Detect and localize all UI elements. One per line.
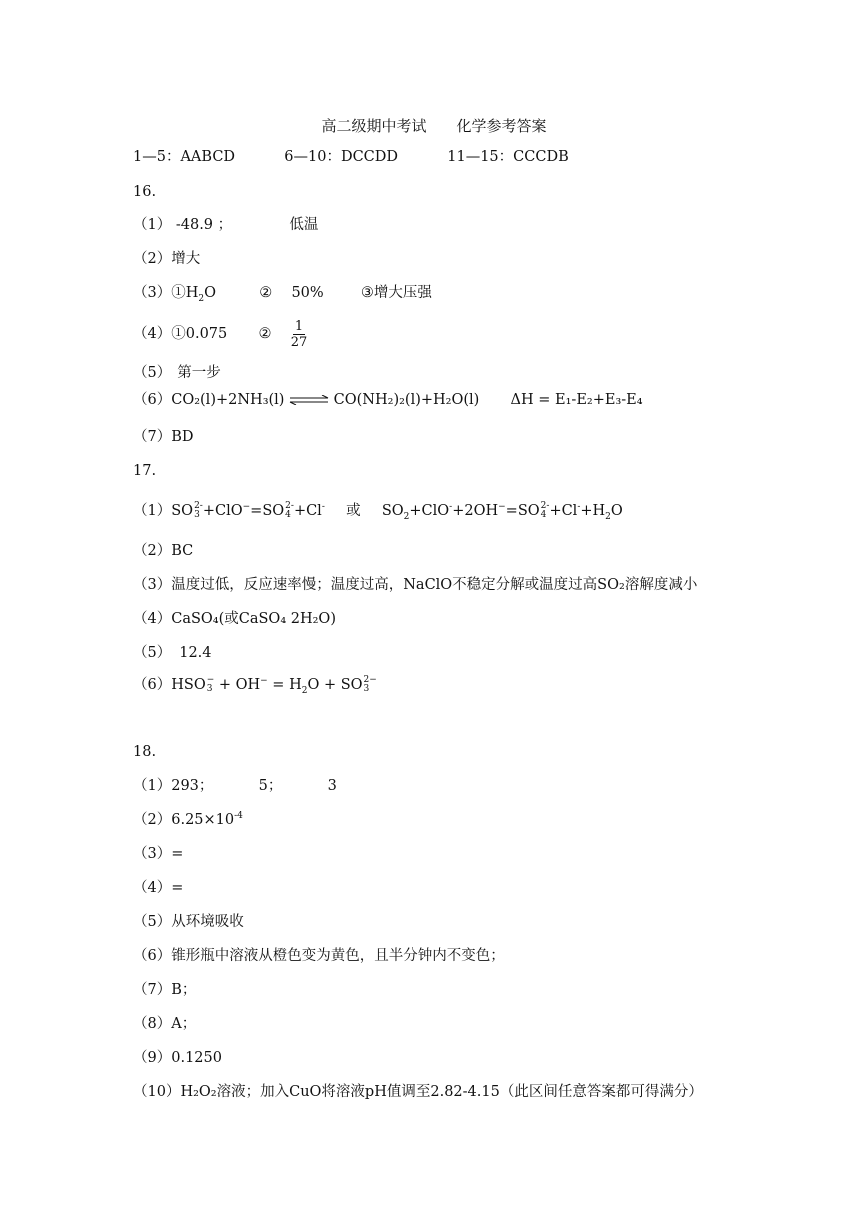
q16-p2-answer: 增大 [171,251,201,267]
q18-p4-answer: = [171,880,184,896]
multiple-choice-answers [133,148,569,166]
part-label: （8） [133,1016,172,1032]
q17-number: 17. [133,463,157,479]
circled-2: ② [259,285,273,301]
q18-number: 18. [133,744,157,760]
exam-title: 高二级期中考试 [321,117,427,135]
part-label: （1） [133,778,172,794]
q17-part3 [133,576,697,594]
part-label: （5） [133,914,172,930]
enthalpy-change: ΔH = E₁-E₂+E₃-E₄ [510,392,643,408]
equation-lhs: CO₂(l)+2NH₃(l) [171,392,285,408]
q17-p4-answer: CaSO₄(或CaSO₄ 2H₂O) [171,611,336,627]
circled-1: ① [171,285,186,301]
page-title [0,115,868,136]
fraction-denominator: 27 [290,334,308,350]
part-label: （3） [133,285,172,301]
answer-key-title: 化学参考答案 [456,117,547,135]
q16-part2 [133,250,200,268]
part-label: （5） [133,365,172,381]
q16-p1-answer-b: 低温 [289,217,319,233]
part-label: （7） [133,982,172,998]
q18-part5 [133,913,244,931]
part-label: （10） [133,1084,181,1100]
part-label: （6） [133,677,172,693]
q18-p9-answer: 0.1250 [171,1050,222,1066]
q16-p1-answer-a: -48.9 ； [175,217,233,233]
mc-range-1: 1—5： [133,149,181,165]
q18-part7 [133,981,196,999]
q18-p6-answer: 锥形瓶中溶液从橙色变为黄色，且半分钟内不变色； [171,948,505,964]
q18-p1-answer-a: 293； [171,778,214,794]
q17-part2 [133,542,193,560]
part-label: （4） [133,880,172,896]
part-label: （2） [133,812,172,828]
q17-p3-answer: 温度过低，反应速率慢；温度过高，NaClO不稳定分解或温度过高SO₂溶解度减小 [171,577,698,593]
q16-part3 [133,284,432,302]
q18-p10-answer: H₂O₂溶液；加入CuO将溶液pH值调至2.82-4.15（此区间任意答案都可得满分） [180,1084,703,1100]
subscript: 2 [198,293,205,304]
mc-answer-2: DCCDD [340,149,399,165]
equation-rhs: CO(NH₂)₂(l)+H₂O(l) [333,392,480,408]
q16-p4-answer-1: ①0.075 [171,326,228,342]
mc-range-3: 11—15： [447,149,514,165]
q18-part4 [133,879,183,897]
part-label: （3） [133,577,172,593]
part-label: （7） [133,429,172,445]
q18-part6 [133,947,505,965]
fraction [291,319,308,350]
h-symbol: H [185,285,199,301]
q16-part1 [133,216,318,234]
q18-p1-answer-b: 5； [258,778,283,794]
q17-part6 [133,674,377,696]
q16-p3-answer-3: 增大压强 [373,285,432,301]
q17-p2-answer: BC [171,543,194,559]
q16-p3-answer-2: 50% [291,285,324,301]
part-label: （9） [133,1050,172,1066]
q16-number: 16. [133,184,157,200]
q17-p5-answer: 12.4 [179,645,212,661]
q16-part4 [133,316,307,352]
circled-2: ② [258,326,272,342]
ionic-equation-2: $SO_2+ClO^-+2OH^-=SO$ 2- 4 $+Cl^-+H_2O$ [381,501,623,522]
mc-range-2: 6—10： [284,149,341,165]
ionic-equation-1: SO 2- 3 +ClO−=SO 2- 4 +Cl- [171,501,325,520]
q18-part8 [133,1015,196,1033]
q17-part4 [133,610,336,628]
part-label: （1） [133,217,172,233]
q18-part2 [133,811,243,829]
q18-part1 [133,777,337,795]
part-label: （4） [133,611,172,627]
equilibrium-arrow-icon [289,395,329,405]
q18-p2-answer: 6.25×10 [171,812,235,828]
q16-part7 [133,428,194,446]
fraction-numerator: 1 [294,318,304,334]
q18-p3-answer: = [171,846,184,862]
q18-part3 [133,845,183,863]
q18-p5-answer: 从环境吸收 [171,914,244,930]
or-word: 或 [346,503,361,519]
part-label: （2） [133,251,172,267]
q18-part9 [133,1049,222,1067]
q16-p5-answer: 第一步 [177,365,221,381]
q18-p8-answer: A； [171,1016,197,1032]
q18-part10 [133,1083,703,1101]
q16-part5 [133,364,221,382]
o-symbol: O [204,285,217,301]
part-label: （1） [133,503,172,519]
exponent: -4 [234,811,243,822]
mc-answer-1: AABCD [180,149,236,165]
part-label: （6） [133,392,172,408]
part-label: （6） [133,948,172,964]
mc-answer-3: CCCDB [513,149,569,165]
q18-p7-answer: B； [171,982,197,998]
q17-part5 [133,644,212,662]
q18-p1-answer-c: 3 [327,778,337,794]
part-label: （5） [133,645,172,661]
part-label: （3） [133,846,172,862]
part-label: （4） [133,326,172,342]
ionic-equation-3: HSO − 3 + $OH^- = H_2O$ + SO 2− 3 [171,675,377,696]
circled-3: ③ [360,285,374,301]
q17-part1 [133,500,623,522]
part-label: （2） [133,543,172,559]
q16-part6 [133,391,643,409]
q16-p7-answer: BD [171,429,194,445]
